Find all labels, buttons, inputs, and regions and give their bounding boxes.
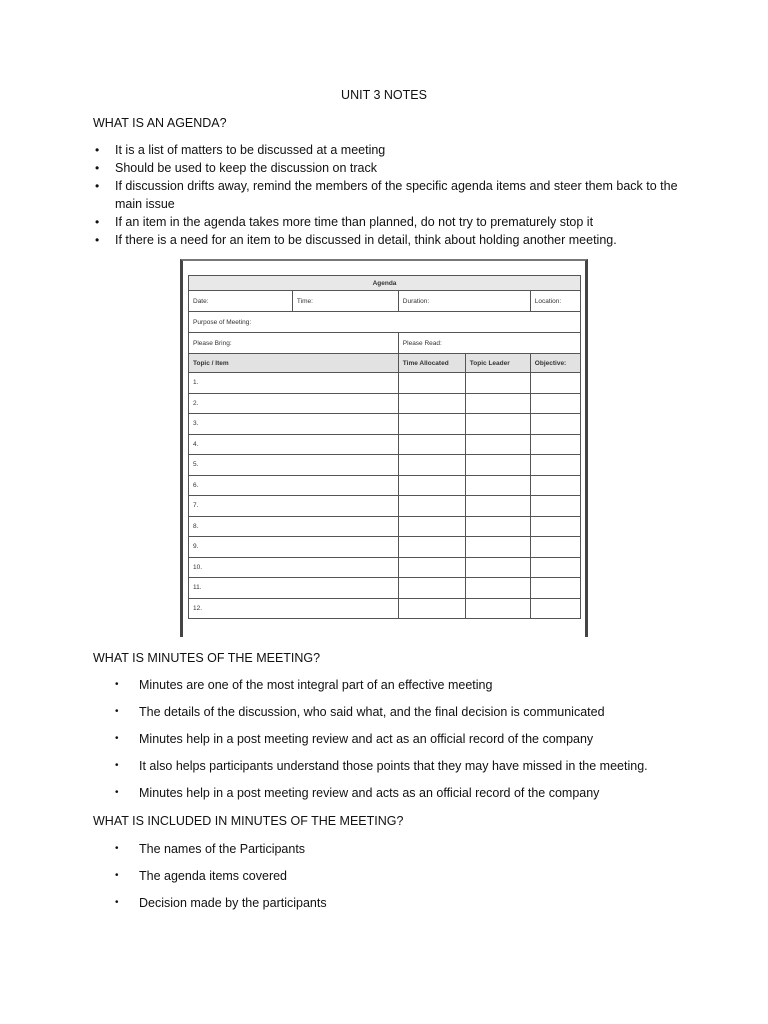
col-topic: Topic / Item: [189, 354, 399, 373]
table-row: 2.: [189, 393, 399, 414]
table-row: 7.: [189, 496, 399, 517]
bullet-icon: •: [95, 143, 100, 157]
table-row: 9.: [189, 537, 399, 558]
list-item: • If there is a need for an item to be discussed in detail, think about holding another meeting.: [95, 233, 617, 247]
section-heading-agenda: WHAT IS AN AGENDA?: [93, 116, 227, 130]
bullet-icon: •: [115, 760, 119, 771]
table-row: 8.: [189, 516, 399, 537]
list-item: • If an item in the agenda takes more time than planned, do not try to prematurely stop it: [95, 215, 594, 229]
time-cell: Time:: [292, 291, 398, 312]
duration-cell: Duration:: [398, 291, 530, 312]
bullet-icon: •: [115, 843, 119, 854]
table-row: 3.: [189, 414, 399, 435]
col-time: Time Allocated: [398, 354, 465, 373]
bullet-icon: •: [95, 215, 100, 229]
col-leader: Topic Leader: [465, 354, 530, 373]
minutes-bullet-list: [112, 676, 712, 811]
table-row: 1.: [189, 373, 399, 394]
bullet-icon: •: [95, 233, 100, 247]
agenda-form-title: Agenda: [189, 276, 581, 291]
table-row: 6.: [189, 475, 399, 496]
purpose-cell: Purpose of Meeting:: [189, 312, 581, 333]
list-item: • The names of the Participants: [115, 842, 306, 856]
page-title: UNIT 3 NOTES: [341, 88, 427, 102]
please-bring-cell: Please Bring:: [189, 333, 399, 354]
list-item: • It also helps participants understand those points that they may have missed in the meeting.: [115, 759, 648, 773]
please-read-cell: Please Read:: [398, 333, 580, 354]
bullet-icon: •: [115, 870, 119, 881]
bullet-icon: •: [95, 179, 100, 193]
table-row: 10.: [189, 557, 399, 578]
bullet-icon: •: [115, 706, 119, 717]
bullet-icon: •: [115, 897, 119, 908]
agenda-form-table: [188, 275, 581, 619]
list-item: • It is a list of matters to be discussed at a meeting: [95, 143, 386, 157]
list-item: • Decision made by the participants: [115, 896, 327, 910]
location-cell: Location:: [530, 291, 580, 312]
section-heading-minutes: WHAT IS MINUTES OF THE MEETING?: [93, 651, 321, 665]
table-row: 5.: [189, 455, 399, 476]
list-item: • Should be used to keep the discussion on track: [95, 161, 377, 175]
list-item: • If discussion drifts away, remind the members of the specific agenda items and steer them back to the main issue: [95, 179, 678, 211]
agenda-form-image: [180, 259, 588, 637]
list-item: • The agenda items covered: [115, 869, 288, 883]
col-objective: Objective:: [530, 354, 580, 373]
bullet-icon: •: [115, 787, 119, 798]
agenda-bullet-list: [93, 141, 693, 249]
bullet-icon: •: [115, 679, 119, 690]
table-row: 12.: [189, 598, 399, 619]
included-bullet-list: [112, 840, 712, 921]
bullet-icon: •: [95, 161, 100, 175]
section-heading-included: WHAT IS INCLUDED IN MINUTES OF THE MEETING?: [93, 814, 404, 828]
date-cell: Date:: [189, 291, 293, 312]
list-item: • Minutes are one of the most integral part of an effective meeting: [115, 678, 493, 692]
list-item: • Minutes help in a post meeting review and act as an official record of the company: [115, 732, 594, 746]
bullet-icon: •: [115, 733, 119, 744]
table-row: 4.: [189, 434, 399, 455]
table-row: 11.: [189, 578, 399, 599]
list-item: • Minutes help in a post meeting review and acts as an official record of the company: [115, 786, 600, 800]
list-item: • The details of the discussion, who said what, and the final decision is communicated: [115, 705, 605, 719]
